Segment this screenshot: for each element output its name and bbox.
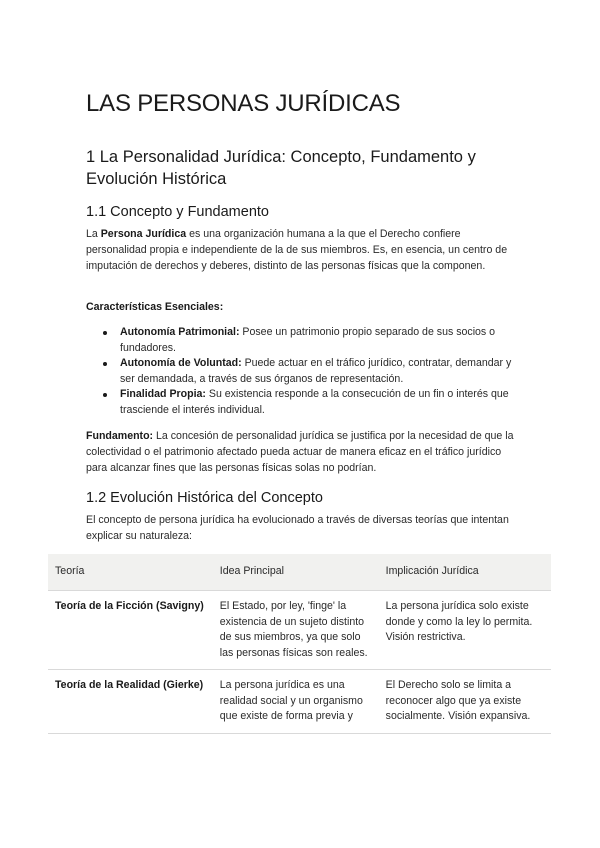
features-heading <box>86 299 514 315</box>
table-row <box>48 670 551 734</box>
concept-term: Persona Jurídica <box>100 228 187 240</box>
list-item <box>86 356 514 387</box>
table-cell: Teoría de la Ficción (Savigny) <box>48 591 213 670</box>
fundamento-text: La concesión de personalidad jurídica se justifica por la necesidad de que la colectividad o el patrimonio afectado pueda actuar de manera eficaz en el tráfico jurídico para alcanzar fines que las personas físicas solas no podrían. <box>86 430 514 474</box>
header-idea-principal: Idea Principal <box>213 554 379 591</box>
evolution-intro: El concepto de persona jurídica ha evolucionado a través de diversas teorías que intentan explicar su naturaleza: <box>86 514 509 542</box>
feature-term: Finalidad Propia: <box>120 388 206 400</box>
table-header-row <box>48 554 551 591</box>
table-cell: La persona jurídica es una realidad social y un organismo que existe de forma previa y <box>213 670 379 734</box>
table-cell: El Estado, por ley, 'finge' la existencia de un sujeto distinto de sus miembros, ya que solo las personas físicas son reales. <box>213 591 379 670</box>
feature-text: Posee un patrimonio propio separado de sus socios o fundadores. <box>120 326 496 354</box>
section-1-heading: 1 La Personalidad Jurídica: Concepto, Fundamento y Evolución Histórica <box>86 148 476 188</box>
table-row <box>48 591 551 670</box>
header-teoria: Teoría <box>48 554 213 591</box>
features-list <box>86 325 514 418</box>
section-1-1-heading: 1.1 Concepto y Fundamento <box>86 204 269 220</box>
concept-text: es una organización humana a la que el Derecho confiere personalidad propia e independiente de la de sus miembros. Es, en esencia, un centro de imputación de derechos y deberes, distinto de las personas físicas que la componen. <box>86 228 508 272</box>
table-cell: El Derecho solo se limita a reconocer algo que ya existe socialmente. Visión expansiva. <box>379 670 551 734</box>
theories-table <box>48 554 551 734</box>
fundamento-paragraph <box>86 428 514 476</box>
table-cell: Teoría de la Realidad (Gierke) <box>48 670 213 734</box>
feature-text: Puede actuar en el tráfico jurídico, contratar, demandar y ser demandada, a través de sus órganos de representación. <box>120 357 512 385</box>
concept-prefix: La <box>86 228 101 240</box>
list-item <box>86 325 514 356</box>
table-cell: La persona jurídica solo existe donde y como la ley lo permita. Visión restrictiva. <box>379 591 551 670</box>
feature-text: Su existencia responde a la consecución de un fin o interés que trasciende el interés individual. <box>120 388 509 416</box>
section-1-2-heading: 1.2 Evolución Histórica del Concepto <box>86 490 323 506</box>
header-implicacion: Implicación Jurídica <box>379 554 551 591</box>
concept-paragraph <box>86 226 514 274</box>
features-heading-text: Características Esenciales: <box>86 301 224 313</box>
list-item <box>86 387 514 418</box>
feature-term: Autonomía Patrimonial: <box>120 326 240 338</box>
document-title: LAS PERSONAS JURÍDICAS <box>86 90 401 117</box>
feature-term: Autonomía de Voluntad: <box>120 357 242 369</box>
fundamento-term: Fundamento: <box>86 430 154 442</box>
